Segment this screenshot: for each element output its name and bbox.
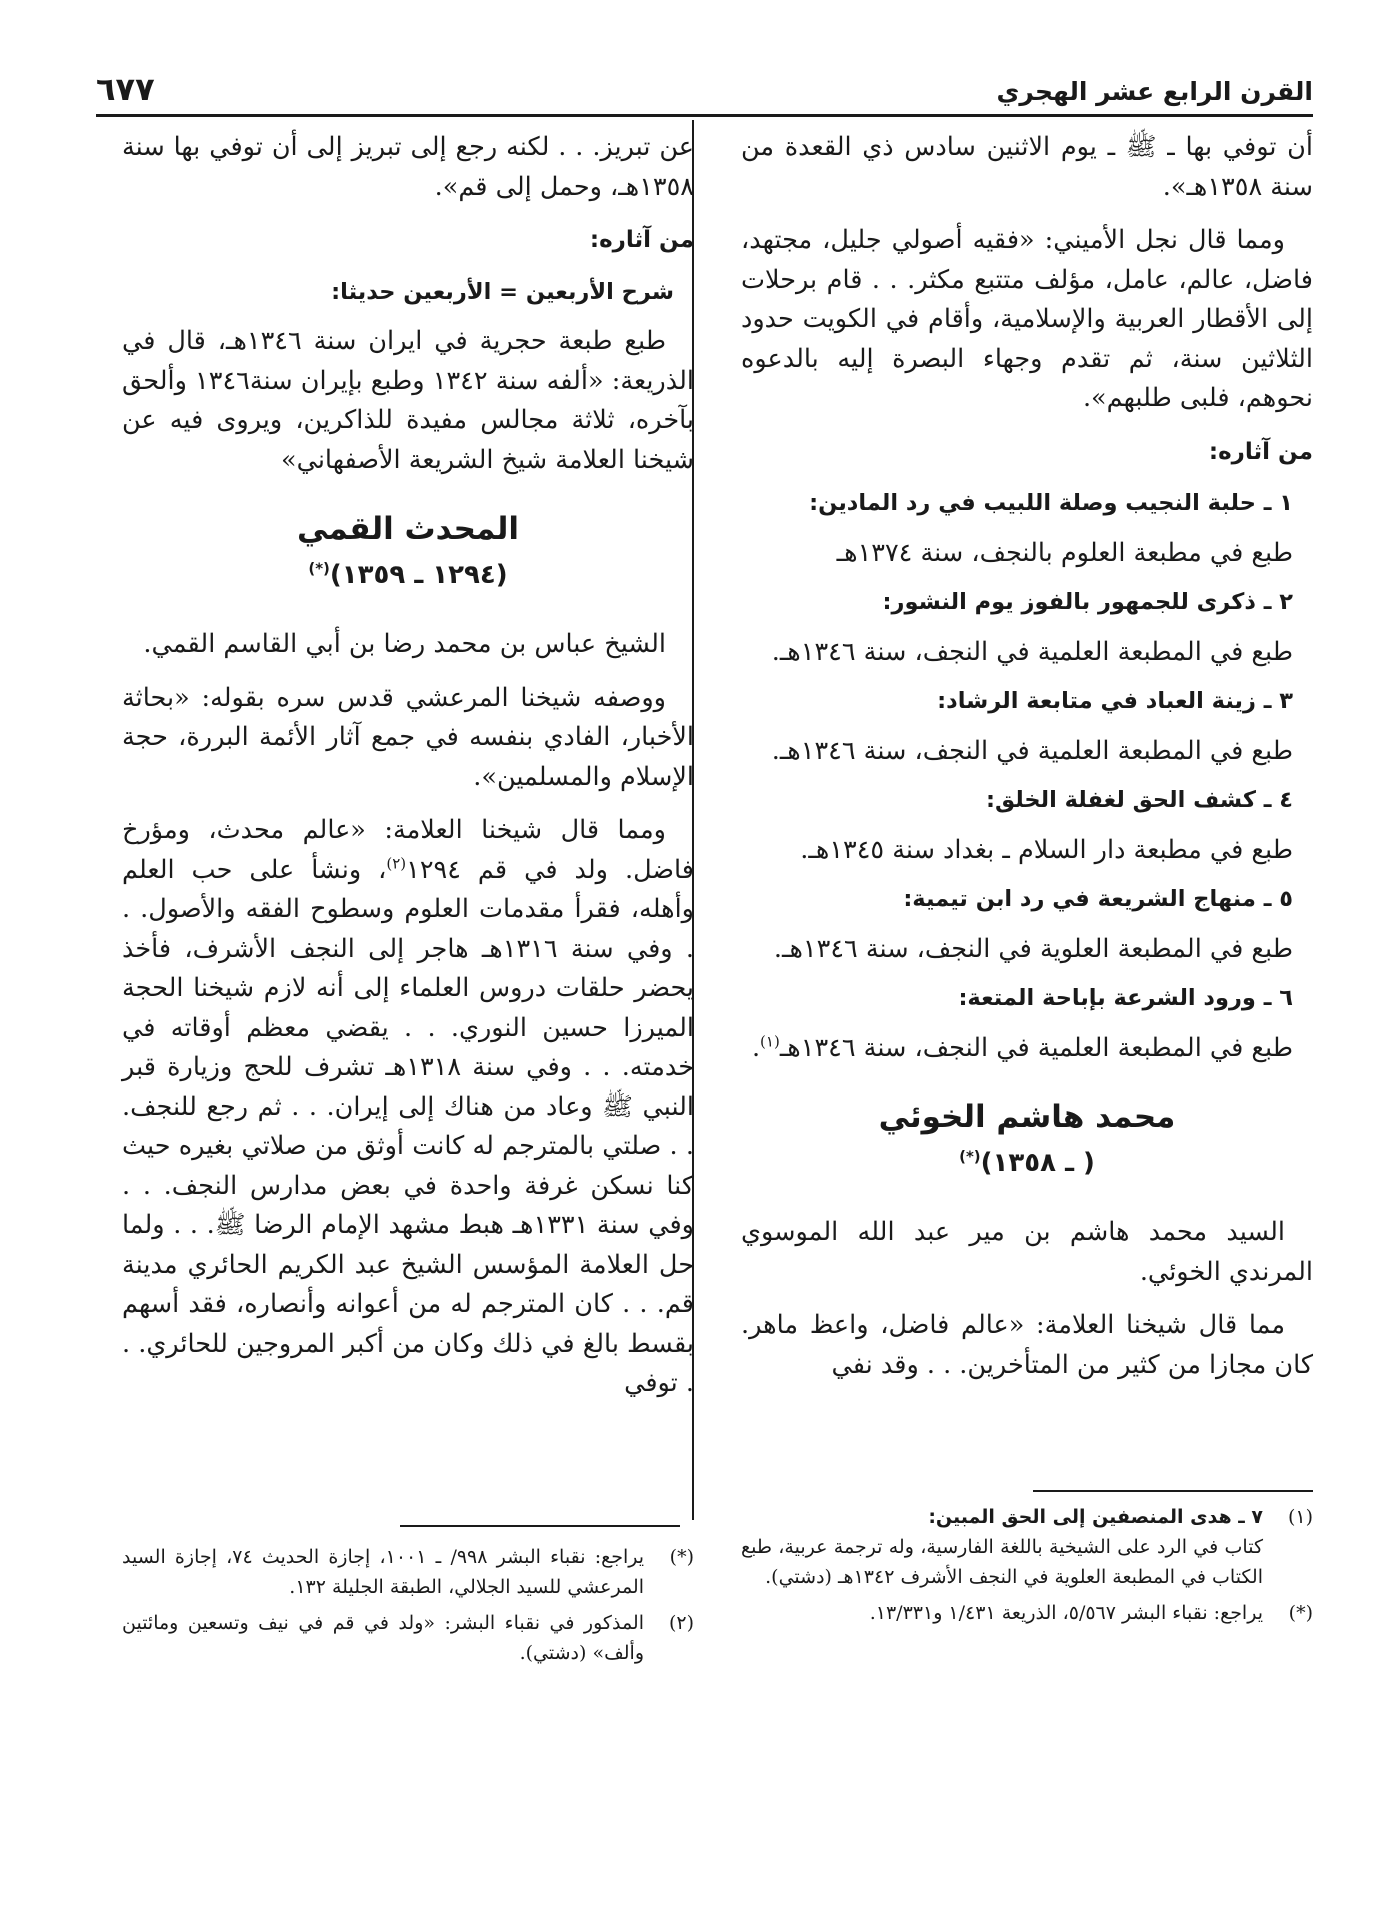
footnote-ref: (*) bbox=[308, 558, 330, 577]
work-title: ٦ ـ ورود الشرعة بإباحة المتعة: bbox=[958, 985, 1293, 1011]
footnote-text: يراجع: نقباء البشر ٩٩٨/ ـ ١٠٠١، إجازة الحديث ٧٤، إجازة السيد المرعشي للسيد الجلالي، الطبقة الجليلة ١٣٢. bbox=[122, 1546, 644, 1598]
work-title: ٥ ـ منهاج الشريعة في رد ابن تيمية: bbox=[903, 886, 1293, 912]
work-publication-text: طبع في المطبعة العلمية في النجف، سنة ١٣٤٦هـ bbox=[779, 1032, 1293, 1063]
footnote-rule bbox=[1033, 1490, 1313, 1492]
work-title: شرح الأربعين = الأربعين حديثا: bbox=[331, 278, 674, 305]
left-footnotes bbox=[122, 1542, 694, 1674]
footnote-text: كتاب في الرد على الشيخية باللغة الفارسية، وله ترجمة عربية، طبع الكتاب في المطبعة العلوية في النجف الأشرف ١٣٤٢هـ (دشتي). bbox=[741, 1536, 1263, 1588]
work-publication: طبع في المطبعة العلمية في النجف، سنة ١٣٤٦هـ. bbox=[771, 735, 1293, 766]
work-title: ٤ ـ كشف الحق لغفلة الخلق: bbox=[985, 787, 1293, 813]
footnote-ref: (*) bbox=[959, 1146, 981, 1165]
footnote-rule bbox=[400, 1525, 680, 1527]
entry-paragraph bbox=[122, 811, 694, 1404]
entry-paragraph-text: ومما قال شيخنا العلامة: «عالم محدث، ومؤرخ فاضل. ولد في قم ١٢٩٤ bbox=[122, 815, 694, 885]
left-column bbox=[122, 128, 694, 1418]
footnote bbox=[741, 1502, 1313, 1592]
work-title: ٢ ـ ذكرى للجمهور بالفوز يوم النشور: bbox=[882, 589, 1293, 615]
work-paragraph: طبع طبعة حجرية في ايران سنة ١٣٤٦هـ، قال في الذريعة: «ألفه سنة ١٣٤٢ وطبع بإيران سنة١٣٤٦ وألحق بآخره، ثلاثة مجالس مفيدة للذاكرين، ويروى فيه عن شيخنا العلامة شيخ الشريعة الأصفهاني» bbox=[122, 326, 694, 475]
entry-paragraph-text: ، ونشأ على حب العلم وأهله، فقرأ مقدمات العلوم وسطوح الفقه والأصول. . . وفي سنة ١٣١٦هـ هاجر إلى النجف الأشرف، فأخذ يحضر حلقات دروس العلماء إلى أنه لازم شيخنا الحجة الميرزا حسين النوري. . . يقضي معظم أوقاته في خدمته. . . وفي سنة ١٣١٨هـ تشرف للحج وزيارة قبر النبي ﷺ وعاد من هناك إلى إيران. . . ثم رجع للنجف. . . صلتي بالمترجم له كانت أوثق من صلاتي بغيره حيث كنا نسكن غرفة واحدة في بعض مدارس النجف. . . وفي سنة ١٣٣١هـ هبط مشهد الإمام الرضا ﷺ. . . ولما حل العلامة المؤسس الشيخ عبد الكريم الحائري مدينة قم. . . كان المترجم له من أعوانه وأنصاره، فقد أسهم بقسط بالغ في ذلك وكان من أكبر المروجين للحائري. . . توفي bbox=[122, 854, 694, 1398]
footnote-mark: (١) bbox=[1287, 1506, 1313, 1528]
work-publication: طبع في المطبعة العلمية في النجف، سنة ١٣٤٦هـ$^{(١)}$. bbox=[751, 1032, 1293, 1063]
footnote-mark: (*) bbox=[1288, 1602, 1313, 1624]
continuation-paragraph: عن تبريز. . . لكنه رجع إلى تبريز إلى أن توفي بها سنة ١٣٥٨هـ، وحمل إلى قم». bbox=[122, 132, 694, 202]
entry-title: المحدث القمي bbox=[297, 511, 519, 547]
page-header bbox=[96, 64, 1313, 117]
entry-years-text: ( ـ ١٣٥٨) bbox=[980, 1147, 1095, 1178]
right-column bbox=[741, 128, 1313, 1399]
intro-paragraph: أن توفي بها ـ ﷺ ـ يوم الاثنين سادس ذي القعدة من سنة ١٣٥٨هـ». bbox=[741, 132, 1313, 202]
work-publication: طبع في المطبعة العلمية في النجف، سنة ١٣٤٦هـ. bbox=[771, 636, 1293, 667]
works-heading: من آثاره: bbox=[1208, 438, 1313, 465]
work-publication: طبع في المطبعة العلوية في النجف، سنة ١٣٤٦هـ. bbox=[773, 933, 1293, 964]
footnote-heading: ٧ ـ هدى المنصفين إلى الحق المبين: bbox=[928, 1506, 1263, 1528]
entry-paragraph: الشيخ عباس بن محمد رضا بن أبي القاسم القمي. bbox=[143, 629, 666, 659]
footnote-ref: (٢) bbox=[386, 854, 407, 872]
amini-quote-paragraph: ومما قال نجل الأميني: «فقيه أصولي جليل، مجتهد، فاضل، عالم، عامل، مؤلف متتبع مكثر. . . قام برحلات إلى الأقطار العربية والإسلامية، وأقام في الكويت حدود الثلاثين سنة، ثم تقدم وجهاء البصرة إليه بالدعوه نحوهم، فلبى طلبهم». bbox=[741, 225, 1313, 413]
work-title: ١ ـ حلبة النجيب وصلة اللبيب في رد المادين: bbox=[809, 490, 1293, 516]
footnote-ref: (١) bbox=[760, 1032, 780, 1050]
running-title: القرن الرابع عشر الهجري bbox=[996, 77, 1313, 106]
right-footnotes bbox=[741, 1502, 1313, 1634]
entry-paragraph: السيد محمد هاشم بن مير عبد الله الموسوي المرندي الخوئي. bbox=[741, 1217, 1313, 1287]
footnote bbox=[122, 1542, 694, 1602]
entry-title: محمد هاشم الخوئي bbox=[878, 1099, 1176, 1135]
footnote bbox=[122, 1608, 694, 1668]
page-number: ٦٧٧ bbox=[96, 70, 155, 108]
footnote-text: يراجع: نقباء البشر ٥/٥٦٧، الذريعة ١/٤٣١ و١٣/٣٣١. bbox=[869, 1602, 1263, 1624]
footnote-mark: (٢) bbox=[668, 1612, 694, 1634]
work-title: ٣ ـ زينة العباد في متابعة الرشاد: bbox=[937, 688, 1293, 714]
footnote bbox=[741, 1598, 1313, 1628]
works-heading: من آثاره: bbox=[589, 227, 694, 253]
entry-years-text: (١٢٩٤ ـ ١٣٥٩) bbox=[329, 559, 508, 590]
entry-paragraph: مما قال شيخنا العلامة: «عالم فاضل، واعظ ماهر. كان مجازا من كثير من المتأخرين. . . وقد نفي bbox=[741, 1310, 1313, 1380]
work-publication: طبع في مطبعة دار السلام ـ بغداد سنة ١٣٤٥هـ. bbox=[800, 834, 1293, 865]
entry-years bbox=[741, 1144, 1313, 1184]
footnote-mark: (*) bbox=[669, 1546, 694, 1568]
work-publication: طبع في مطبعة العلوم بالنجف، سنة ١٣٧٤هـ bbox=[836, 537, 1293, 568]
entry-years bbox=[122, 556, 694, 596]
footnote-body bbox=[741, 1502, 1263, 1592]
footnote-text: المذكور في نقباء البشر: «ولد في قم في نيف وتسعين ومائتين وألف» (دشتي). bbox=[122, 1612, 644, 1664]
entry-paragraph: ووصفه شيخنا المرعشي قدس سره بقوله: «بحاثة الأخبار، الفادي بنفسه في جمع آثار الأئمة البررة، حجة الإسلام والمسلمين». bbox=[122, 682, 694, 792]
